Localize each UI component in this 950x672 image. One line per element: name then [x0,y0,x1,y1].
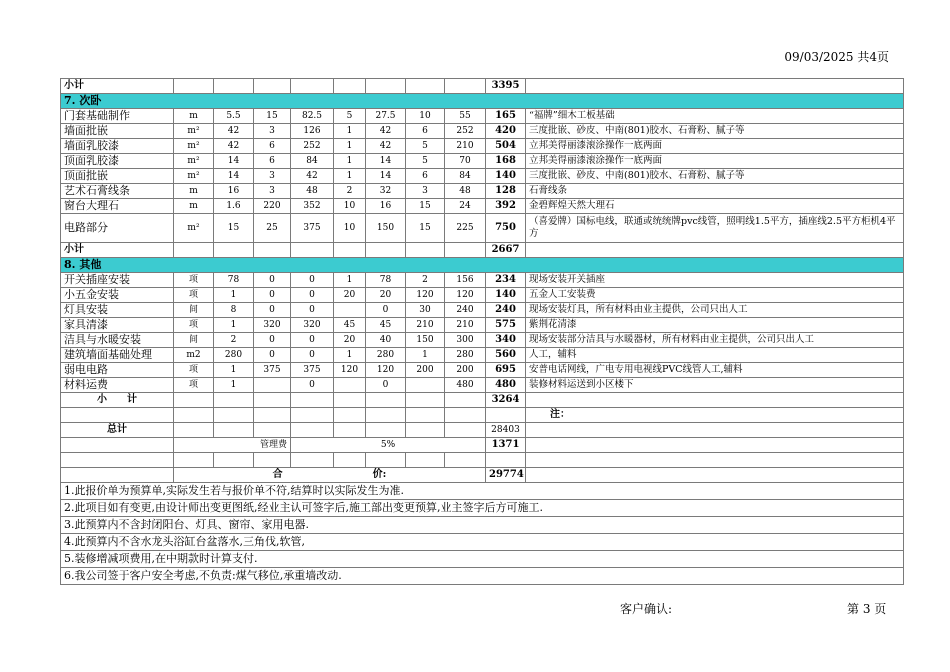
footnote-row [61,500,904,517]
empty-cell [406,453,445,468]
empty-cell [174,408,214,423]
item-value: 126 [291,124,334,139]
empty-cell [254,453,291,468]
subtotal-amount: 3264 [486,393,526,408]
item-total: 392 [486,199,526,214]
item-value: 252 [291,139,334,154]
item-value: 15 [214,214,254,243]
total-row [61,423,904,438]
item-value: 3 [254,124,291,139]
item-value: 0 [254,348,291,363]
item-value: 55 [445,109,486,124]
item-value: 200 [445,363,486,378]
item-value: 45 [334,318,366,333]
item-value: 42 [214,139,254,154]
item-value: 156 [445,273,486,288]
item-total: 168 [486,154,526,169]
empty-cell [445,243,486,258]
empty-cell [334,423,366,438]
empty-cell [174,243,214,258]
item-value: 480 [445,378,486,393]
empty-cell [445,79,486,94]
footnote-row [61,483,904,500]
item-value: 3 [406,184,445,199]
item-value: 40 [366,333,406,348]
item-value: 42 [214,124,254,139]
item-value: 120 [406,288,445,303]
section-title: 7. 次卧 [61,94,904,109]
item-total: 240 [486,303,526,318]
item-value: 300 [445,333,486,348]
item-value: 2 [334,184,366,199]
item-value: 5.5 [214,109,254,124]
item-note: “福牌”细木工板基础 [526,109,904,124]
item-value: 210 [445,318,486,333]
empty-cell [254,79,291,94]
item-value: 200 [406,363,445,378]
item-unit: 项 [174,363,214,378]
empty-cell [366,393,406,408]
note-row [61,408,904,423]
item-note: 现场安装灯具，所有材料由业主提供，公司只出人工 [526,303,904,318]
table-row [61,214,904,243]
item-unit: 间 [174,303,214,318]
footnote: 1.此报价单为预算单,实际发生若与报价单不符,结算时以实际发生为准. [61,483,904,500]
empty-cell [526,423,904,438]
item-value: 375 [254,363,291,378]
item-total: 340 [486,333,526,348]
table-row [61,184,904,199]
empty-cell [334,408,366,423]
empty-cell [526,79,904,94]
item-name: 家具清漆 [61,318,174,333]
empty-cell [406,243,445,258]
table-row [61,363,904,378]
grand-total-amount: 29774 [486,468,526,483]
empty-cell [291,453,334,468]
item-name: 弱电电路 [61,363,174,378]
item-value: 14 [214,169,254,184]
item-name: 顶面乳胶漆 [61,154,174,169]
item-total: 560 [486,348,526,363]
item-value: 120 [334,363,366,378]
item-value [334,378,366,393]
item-value: 1 [214,288,254,303]
subtotal-row [61,243,904,258]
empty-cell [406,408,445,423]
table-row [61,154,904,169]
footnote: 2.此项目如有变更,由设计师出变更图纸,经业主认可签字后,施工部出变更预算,业主签字后方可施工. [61,500,904,517]
item-value: 0 [254,273,291,288]
empty-cell [254,408,291,423]
table-row [61,273,904,288]
empty-cell [174,453,214,468]
item-note: 安普电话网线，广电专用电视线PVC线管人工,辅料 [526,363,904,378]
item-value: 30 [406,303,445,318]
item-total: 140 [486,288,526,303]
item-value: 0 [254,333,291,348]
item-unit: m2 [174,348,214,363]
item-value: 252 [445,124,486,139]
footnote-row [61,568,904,585]
table-row [61,378,904,393]
item-value: 78 [214,273,254,288]
item-value: 0 [291,288,334,303]
empty-cell [291,393,334,408]
empty-cell [366,423,406,438]
empty-cell [366,408,406,423]
empty-cell [214,453,254,468]
empty-cell [445,453,486,468]
empty-cell [214,243,254,258]
total-amount: 28403 [486,423,526,438]
item-name: 门套基础制作 [61,109,174,124]
item-value: 10 [406,109,445,124]
item-value: 15 [406,214,445,243]
empty-cell [214,393,254,408]
item-value: 1 [334,139,366,154]
item-name: 小五金安装 [61,288,174,303]
item-name: 开关插座安装 [61,273,174,288]
subtotal-amount: 3395 [486,79,526,94]
table-row [61,303,904,318]
item-value: 6 [406,169,445,184]
item-note: 立邦美得丽漆滚涂操作一底两面 [526,139,904,154]
item-value: 120 [366,363,406,378]
item-name: 建筑墙面基础处理 [61,348,174,363]
item-value: 5 [334,109,366,124]
empty-cell [291,408,334,423]
grand-total-row [61,468,904,483]
empty-cell [526,468,904,483]
item-note: 三度批嵌、砂皮、中南(801)胶水、石膏粉、腻子等 [526,124,904,139]
item-unit: 项 [174,378,214,393]
item-value: 3 [254,169,291,184]
item-value: 6 [254,154,291,169]
item-value: 0 [291,333,334,348]
item-value: 1 [214,363,254,378]
empty-cell [61,408,174,423]
empty-cell [214,423,254,438]
item-value: 42 [366,139,406,154]
item-note: 装修材料运送到小区楼下 [526,378,904,393]
item-value: 3 [254,184,291,199]
item-value: 45 [366,318,406,333]
item-name: 墙面批嵌 [61,124,174,139]
note-label: 注： [526,408,904,423]
empty-cell [334,453,366,468]
item-total: 750 [486,214,526,243]
item-value: 5 [406,154,445,169]
section-header [61,94,904,109]
item-value: 210 [445,139,486,154]
mgmt-fee-label: 管理费 [174,438,291,453]
item-total: 420 [486,124,526,139]
item-value: 48 [291,184,334,199]
item-name: 材料运费 [61,378,174,393]
item-unit: m [174,184,214,199]
empty-cell [334,393,366,408]
item-name: 墙面乳胶漆 [61,139,174,154]
item-value: 320 [291,318,334,333]
item-name: 窗台大理石 [61,199,174,214]
empty-cell [526,243,904,258]
item-value: 6 [406,124,445,139]
item-value: 220 [254,199,291,214]
item-total: 140 [486,169,526,184]
item-value: 20 [334,288,366,303]
empty-cell [366,79,406,94]
footnote: 6.我公司签于客户安全考虑,不负责:煤气移位,承重墙改动. [61,568,904,585]
item-value [334,303,366,318]
empty-cell [366,453,406,468]
empty-cell [61,468,174,483]
page-header-date: 09/03/2025 共4页 [784,50,889,64]
page-number: 第 3 页 [847,602,887,616]
item-unit: m [174,109,214,124]
grand-total-label [174,468,486,483]
table-row [61,333,904,348]
item-total: 234 [486,273,526,288]
item-note: 现场安装开关插座 [526,273,904,288]
item-value: 27.5 [366,109,406,124]
item-name: 顶面批嵌 [61,169,174,184]
table-row [61,348,904,363]
subtotal-label: 小计 [61,79,174,94]
item-value: 10 [334,214,366,243]
item-total: 504 [486,139,526,154]
item-value: 0 [254,288,291,303]
empty-cell [445,423,486,438]
item-note: 紫荆花清漆 [526,318,904,333]
empty-cell [174,423,214,438]
item-value: 375 [291,363,334,378]
item-note: （喜爱牌）国标电线，联通或统统牌pvc线管，照明线1.5平方，插座线2.5平方柜机4平方 [526,214,904,243]
item-unit: m² [174,139,214,154]
item-value: 240 [445,303,486,318]
item-value: 375 [291,214,334,243]
item-value: 280 [445,348,486,363]
empty-cell [334,243,366,258]
item-value: 150 [366,214,406,243]
item-name: 灯具安装 [61,303,174,318]
table-row [61,318,904,333]
empty-cell [526,453,904,468]
item-value: 84 [291,154,334,169]
item-note: 现场安装部分洁具与水暖器材，所有材料由业主提供，公司只出人工 [526,333,904,348]
empty-cell [214,408,254,423]
footnote-row [61,517,904,534]
section-title: 8. 其他 [61,258,904,273]
item-value: 120 [445,288,486,303]
item-value: 25 [254,214,291,243]
empty-cell [406,79,445,94]
item-value: 5 [406,139,445,154]
item-value: 1 [334,169,366,184]
item-value: 32 [366,184,406,199]
item-value: 24 [445,199,486,214]
empty-cell [254,243,291,258]
item-value: 0 [291,303,334,318]
item-value: 0 [254,303,291,318]
empty-cell [291,79,334,94]
item-value: 16 [214,184,254,199]
subtotal-label: 小 计 [61,393,174,408]
item-value: 14 [214,154,254,169]
footnote: 5.装修增减项费用,在中期款时计算支付. [61,551,904,568]
item-unit: m² [174,169,214,184]
item-note: 石膏线条 [526,184,904,199]
item-value: 6 [254,139,291,154]
item-unit: 项 [174,288,214,303]
item-value: 15 [254,109,291,124]
item-total: 695 [486,363,526,378]
grand-total-label-b: 价: [372,469,387,480]
item-value: 14 [366,169,406,184]
empty-cell [174,79,214,94]
item-value: 210 [406,318,445,333]
item-unit: m² [174,214,214,243]
item-value: 1 [334,348,366,363]
quote-table [60,78,904,585]
item-note: 人工，辅料 [526,348,904,363]
item-unit: 项 [174,273,214,288]
item-unit: m² [174,124,214,139]
item-value: 2 [214,333,254,348]
item-note: 金碧辉煌天然大理石 [526,199,904,214]
footnote: 3.此预算内不含封闭阳台、灯具、窗帘、家用电器. [61,517,904,534]
empty-cell [214,79,254,94]
mgmt-fee-rate: 5% [291,438,486,453]
empty-cell [291,423,334,438]
item-value: 280 [214,348,254,363]
item-value: 8 [214,303,254,318]
item-value: 1 [334,154,366,169]
item-value: 1.6 [214,199,254,214]
item-unit: 项 [174,318,214,333]
item-value: 78 [366,273,406,288]
empty-cell [526,438,904,453]
table-row [61,199,904,214]
item-value: 84 [445,169,486,184]
item-value: 42 [291,169,334,184]
item-value: 2 [406,273,445,288]
customer-confirm: 客户确认: [620,602,673,616]
footnote-row [61,551,904,568]
mgmt-fee-amount: 1371 [486,438,526,453]
item-unit: m² [174,154,214,169]
item-value: 150 [406,333,445,348]
item-unit: m [174,199,214,214]
total-label: 总计 [61,423,174,438]
section-header [61,258,904,273]
empty-cell [291,243,334,258]
empty-cell [486,453,526,468]
item-value: 1 [214,318,254,333]
subtotal-amount: 2667 [486,243,526,258]
item-value [406,378,445,393]
item-value: 82.5 [291,109,334,124]
grand-total-label-a: 合 [272,469,283,480]
item-value: 20 [366,288,406,303]
item-value: 0 [291,273,334,288]
item-note: 五金人工安装费 [526,288,904,303]
item-value: 0 [366,378,406,393]
empty-cell [61,438,174,453]
item-value: 0 [291,348,334,363]
item-value: 225 [445,214,486,243]
blank-row [61,453,904,468]
item-value: 280 [366,348,406,363]
item-total: 575 [486,318,526,333]
quote-table-body [61,79,904,585]
empty-cell [254,393,291,408]
empty-cell [366,243,406,258]
empty-cell [254,423,291,438]
item-value: 16 [366,199,406,214]
item-value: 352 [291,199,334,214]
item-name: 洁具与水暖安装 [61,333,174,348]
item-total: 480 [486,378,526,393]
empty-cell [445,393,486,408]
item-value: 14 [366,154,406,169]
item-value: 320 [254,318,291,333]
table-row [61,139,904,154]
empty-cell [445,408,486,423]
table-row [61,288,904,303]
table-row [61,124,904,139]
item-total: 165 [486,109,526,124]
empty-cell [406,393,445,408]
empty-cell [526,393,904,408]
footnote-row [61,534,904,551]
item-note: 立邦美得丽漆滚涂操作一底两面 [526,154,904,169]
item-unit: 间 [174,333,214,348]
subtotal-label: 小计 [61,243,174,258]
item-value [254,378,291,393]
item-value: 1 [334,273,366,288]
item-name: 电路部分 [61,214,174,243]
item-value: 1 [214,378,254,393]
item-value: 0 [366,303,406,318]
item-total: 128 [486,184,526,199]
item-value: 48 [445,184,486,199]
item-value: 1 [334,124,366,139]
empty-cell [334,79,366,94]
table-row [61,169,904,184]
table-row [61,109,904,124]
item-note: 三度批嵌、砂皮、中南(801)胶水、石膏粉、腻子等 [526,169,904,184]
item-value: 10 [334,199,366,214]
item-value: 20 [334,333,366,348]
subtotal-row [61,393,904,408]
item-value: 42 [366,124,406,139]
empty-cell [486,408,526,423]
mgmt-fee-row [61,438,904,453]
subtotal-row [61,79,904,94]
item-value: 70 [445,154,486,169]
item-value: 15 [406,199,445,214]
empty-cell [61,453,174,468]
empty-cell [406,423,445,438]
item-value: 1 [406,348,445,363]
empty-cell [174,393,214,408]
item-name: 艺术石膏线条 [61,184,174,199]
footnote: 4.此预算内不含水龙头浴缸台盆落水,三角伐,软管, [61,534,904,551]
item-value: 0 [291,378,334,393]
